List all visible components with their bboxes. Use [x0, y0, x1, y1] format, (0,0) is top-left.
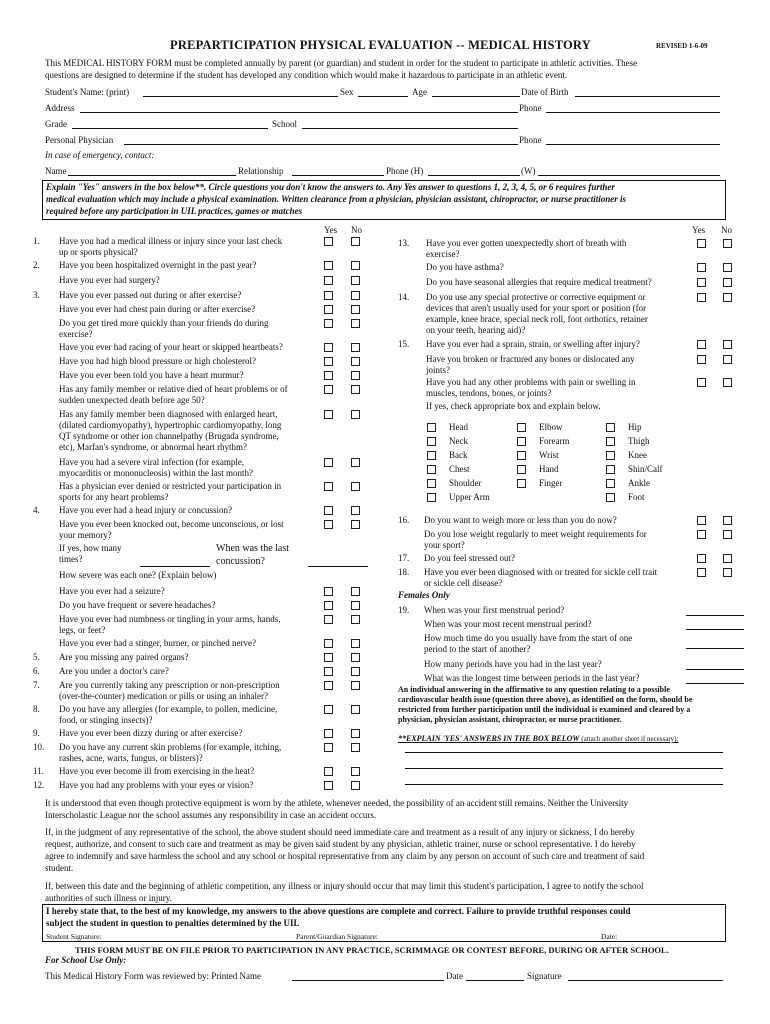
right_questions2-text: your sport?: [424, 540, 465, 550]
body-part-checkbox[interactable]: [427, 437, 436, 446]
school-field[interactable]: [302, 128, 518, 129]
statement-line-2: subject the student in question to penalties determined by the UIL: [46, 918, 300, 928]
yes-checkbox[interactable]: [324, 385, 333, 394]
no-checkbox[interactable]: [351, 305, 360, 314]
explain-yes-heading: [398, 733, 678, 745]
female-question-number: 19.: [398, 605, 410, 615]
body-part-checkbox[interactable]: [427, 451, 436, 460]
right_questions-text: Have you broken or fractured any bones or dislocated any: [426, 354, 635, 364]
left_questions-text: Have you ever had racing of your heart or skipped heartbeats?: [59, 342, 283, 352]
reviewed-signature-label: Signature: [527, 971, 562, 981]
body-part-label: Finger: [539, 478, 563, 488]
no-checkbox[interactable]: [351, 653, 360, 662]
yes-checkbox[interactable]: [324, 767, 333, 776]
female-question-text: period to the start of another?: [424, 644, 531, 654]
body-part-label: Neck: [449, 436, 468, 446]
yes-checkbox[interactable]: [697, 239, 706, 248]
right_questions2-text: Do you want to weigh more or less than you do now?: [424, 515, 617, 525]
left_questions-number: 8.: [33, 704, 40, 714]
yes-checkbox[interactable]: [324, 587, 333, 596]
right_questions2-number: 17.: [398, 553, 410, 563]
body-part-checkbox[interactable]: [606, 423, 615, 432]
female-question-text: How much time do you usually have from the start of one: [424, 633, 633, 643]
relationship-label: Relationship: [238, 166, 284, 176]
yes-checkbox[interactable]: [324, 305, 333, 314]
left_questions-text: QT syndrome or other ion channelpathy (Brugada syndrome,: [59, 431, 279, 441]
body-part-checkbox[interactable]: [517, 451, 526, 460]
yes-checkbox[interactable]: [324, 237, 333, 246]
body-part-label: Forearm: [539, 436, 570, 446]
page-title: PREPARTICIPATION PHYSICAL EVALUATION -- MEDICAL HISTORY: [170, 38, 591, 52]
address-label: Address: [45, 103, 75, 113]
right_questions2-number: 18.: [398, 567, 410, 577]
relationship-field[interactable]: [292, 175, 384, 176]
statement-line-1: I hereby state that, to the best of my knowledge, my answers to the above questions are complete and correct. Failure to provide truthful responses could: [46, 906, 631, 916]
no-header-right: No: [721, 225, 732, 235]
yes-checkbox[interactable]: [324, 667, 333, 676]
right_questions-number: 14.: [398, 292, 410, 302]
yes-checkbox[interactable]: [697, 554, 706, 563]
body-part-checkbox[interactable]: [606, 437, 615, 446]
phone2-field[interactable]: [546, 144, 720, 145]
right_questions-text: on your teeth, hearing aid)?: [426, 325, 526, 335]
body-part-label: Hip: [628, 422, 642, 432]
left_questions-text: Do you have frequent or severe headaches?: [59, 600, 216, 610]
para2-line-2: request, authorize, and consent to such care and treatment as may be given said student by any physician, athletic trainer, nurse or school representative. I do hereby: [45, 839, 636, 849]
left_questions-number: 4.: [33, 505, 40, 515]
left_questions-text: your memory?: [59, 530, 112, 540]
no-checkbox[interactable]: [723, 355, 732, 364]
yes-checkbox[interactable]: [324, 653, 333, 662]
no-checkbox[interactable]: [351, 357, 360, 366]
left_questions-number: 5.: [33, 652, 40, 662]
right_questions2-text: Do you feel stressed out?: [424, 553, 515, 563]
yes-checkbox[interactable]: [324, 615, 333, 624]
left_questions-text: sudden unexpected death before age 50?: [59, 395, 205, 405]
contact-name-label: Name: [45, 166, 67, 176]
address-field[interactable]: [80, 112, 518, 113]
body-part-label: Elbow: [539, 422, 563, 432]
last-concussion-field[interactable]: [308, 566, 368, 567]
body-part-label: Wrist: [539, 450, 559, 460]
body-part-checkbox[interactable]: [517, 437, 526, 446]
body-part-checkbox[interactable]: [427, 493, 436, 502]
right_questions-text: Have you ever had a sprain, strain, or swelling after injury?: [426, 339, 640, 349]
left_questions-text: up or sports physical?: [59, 247, 138, 257]
left_questions-text: Have you ever been knocked out, become unconscious, or lost: [59, 519, 284, 529]
yes-checkbox[interactable]: [697, 530, 706, 539]
concussion-count-field[interactable]: [140, 566, 210, 567]
revised-date: REVISED 1-6-09: [656, 42, 708, 50]
no-checkbox[interactable]: [351, 705, 360, 714]
yes-checkbox[interactable]: [324, 743, 333, 752]
para3-line-2: authorities of such illness or injury.: [45, 893, 172, 903]
student-name-field[interactable]: [143, 96, 338, 97]
explain-line-field-1[interactable]: [405, 752, 723, 753]
left_questions-text: Are you missing any paired organs?: [59, 652, 189, 662]
cardio-notice-3: restricted from further participation until the individual is examined and cleared by a: [398, 705, 691, 714]
para2-line-4: student.: [45, 863, 74, 873]
left_questions-number: 10.: [33, 742, 45, 752]
body-part-checkbox[interactable]: [517, 479, 526, 488]
females-only-label: Females Only: [398, 590, 450, 600]
yes-checkbox[interactable]: [324, 482, 333, 491]
no-checkbox[interactable]: [351, 767, 360, 776]
body-part-label: Back: [449, 450, 468, 460]
no-header-left: No: [351, 225, 362, 235]
yes-header-right: Yes: [692, 225, 706, 235]
para1-line-1: It is understood that even though protective equipment is worn by the athlete, whenever needed, the possibility of an accident still remains. Neither the University: [45, 798, 629, 808]
no-checkbox[interactable]: [351, 601, 360, 610]
right_questions-text: joints?: [426, 365, 450, 375]
right_questions-text: devices that aren't usually used for your sport or position (for: [426, 303, 647, 313]
right_questions2-number: 16.: [398, 515, 410, 525]
female-answer-field[interactable]: [686, 648, 744, 649]
right_questions-text: Do you use any special protective or corrective equipment or: [426, 292, 646, 302]
intro-line-2: questions are designed to determine if the student has developed any condition which would make it hazardous to participate in an athletic event.: [45, 70, 568, 80]
yes-checkbox[interactable]: [697, 293, 706, 302]
left_questions-text: Do you have any current skin problems (for example, itching,: [59, 742, 282, 752]
left_questions-text: Have you ever had a head injury or concussion?: [59, 505, 232, 515]
para2-line-3: agree to indemnify and save harmless the school and any school or hospital representative from any claim by any person on account of such care and treatment of said: [45, 851, 645, 861]
phone-w-label: (W): [521, 166, 536, 176]
no-checkbox[interactable]: [351, 385, 360, 394]
yes-checkbox[interactable]: [324, 681, 333, 690]
left_questions-text: Has a physician ever denied or restricted your participation in: [59, 481, 282, 491]
body-part-label: Head: [449, 422, 468, 432]
yes-checkbox[interactable]: [324, 291, 333, 300]
no-checkbox[interactable]: [351, 639, 360, 648]
reviewed-by-label: This Medical History Form was reviewed by: Printed Name: [45, 971, 261, 981]
female-question-text: How many periods have you had in the last year?: [424, 659, 602, 669]
body-part-checkbox[interactable]: [517, 465, 526, 474]
right_questions-text: Have you ever gotten unexpectedly short of breath with: [426, 238, 627, 248]
no-checkbox[interactable]: [351, 506, 360, 515]
body-part-label: Chest: [449, 464, 470, 474]
left_questions-text: Have you ever had surgery?: [59, 275, 160, 285]
body-part-checkbox[interactable]: [517, 423, 526, 432]
left_questions-text: (dilated cardiomyopathy), hypertrophic cardiomyopathy, long: [59, 420, 282, 430]
no-checkbox[interactable]: [351, 587, 360, 596]
female-answer-field[interactable]: [686, 629, 744, 630]
no-checkbox[interactable]: [351, 371, 360, 380]
left_questions-text: Have you had any problems with your eyes or vision?: [59, 780, 254, 790]
left_questions-text: Have you had high blood pressure or high cholesterol?: [59, 356, 256, 366]
para3-line-1: If, between this date and the beginning of athletic competition, any illness or injury should occur that may limit this student's participation, I agree to notify the school: [45, 881, 644, 891]
female-question-text: What was the longest time between periods in the last year?: [424, 673, 640, 683]
physician-label: Personal Physician: [45, 135, 114, 145]
body-part-checkbox[interactable]: [427, 423, 436, 432]
yes-checkbox[interactable]: [697, 355, 706, 364]
yes-checkbox[interactable]: [324, 520, 333, 529]
left_questions-text: How severe was each one? (Explain below): [59, 570, 217, 580]
no-checkbox[interactable]: [723, 278, 732, 287]
yes-checkbox[interactable]: [324, 639, 333, 648]
cardio-notice-1: An individual answering in the affirmative to any question relating to a possible: [398, 685, 670, 694]
right_questions2-text: or sickle cell disease?: [424, 578, 503, 588]
no-checkbox[interactable]: [723, 554, 732, 563]
sex-field[interactable]: [358, 96, 408, 97]
phone-w-field[interactable]: [538, 175, 720, 176]
yes-checkbox[interactable]: [324, 371, 333, 380]
phone-label: Phone: [519, 103, 542, 113]
emergency-label: In case of emergency, contact:: [45, 150, 155, 160]
yes-checkbox[interactable]: [697, 516, 706, 525]
parent-signature-label: Parent/Guardian Signature:: [296, 932, 378, 941]
left_questions-text: times?: [59, 554, 83, 564]
left_questions-text: Are you under a doctor's care?: [59, 666, 169, 676]
left_questions-text: Have you ever been told you have a heart murmur?: [59, 370, 244, 380]
phone2-label: Phone: [519, 135, 542, 145]
no-checkbox[interactable]: [723, 530, 732, 539]
left_questions-text: etc), Marfan's syndrome, or abnormal heart rhythm?: [59, 442, 248, 452]
left_questions-text: Have you ever had chest pain during or after exercise?: [59, 304, 256, 314]
left_questions-text: Have you had a severe viral infection (for example,: [59, 457, 245, 467]
explain-line-3: required before any participation in UIL practices, games or matches: [46, 206, 303, 216]
right_questions-number: 15.: [398, 339, 410, 349]
left_questions-text: legs, or feet?: [59, 625, 106, 635]
body-part-label: Shoulder: [449, 478, 482, 488]
student-name-label: Student's Name: (print): [45, 87, 130, 97]
female-answer-field[interactable]: [686, 615, 744, 616]
left_questions-number: 7.: [33, 680, 40, 690]
no-checkbox[interactable]: [723, 340, 732, 349]
last-concussion-label-2: concussion?: [216, 556, 265, 567]
yes-checkbox[interactable]: [324, 261, 333, 270]
date-signature-label: Date:: [601, 932, 618, 941]
left_questions-text: Have you had a medical illness or injury since your last check: [59, 236, 283, 246]
explain-line-1: Explain "Yes" answers in the box below**. Circle questions you don't know the answers to. Any Yes answer to questions 1, 2, 3, 4, 5, or 6 requires further: [46, 182, 615, 192]
left_questions-text: exercise?: [59, 329, 93, 339]
body-part-label: Foot: [628, 492, 645, 502]
female-question-text: When was your first menstrual period?: [424, 605, 565, 615]
phone-h-label: Phone (H): [386, 166, 424, 176]
right_questions2-text: Have you ever been diagnosed with or treated for sickle cell trait: [424, 567, 658, 577]
form-must-notice: THIS FORM MUST BE ON FILE PRIOR TO PARTICIPATION IN ANY PRACTICE, SCRIMMAGE OR CONTEST BEFORE, DURING OR AFTER SCHOOL.: [75, 945, 669, 955]
yes-checkbox[interactable]: [324, 705, 333, 714]
no-checkbox[interactable]: [351, 237, 360, 246]
yes-checkbox[interactable]: [697, 378, 706, 387]
reviewed-date-field[interactable]: [466, 980, 524, 981]
last-concussion-label-1: When was the last: [216, 543, 290, 554]
female-question-text: When was your most recent menstrual period?: [424, 619, 592, 629]
body-part-checkbox[interactable]: [606, 465, 615, 474]
left_questions-number: 12.: [33, 780, 45, 790]
left_questions-text: Has any family member been diagnosed with enlarged heart,: [59, 409, 278, 419]
left_questions-text: Have you ever had a seizure?: [59, 586, 165, 596]
age-field[interactable]: [432, 96, 520, 97]
no-checkbox[interactable]: [351, 729, 360, 738]
right_questions-text: muscles, tendons, bones, or joints?: [426, 388, 552, 398]
yes-checkbox[interactable]: [324, 357, 333, 366]
explain-line-field-2[interactable]: [405, 768, 723, 769]
left_questions-text: Have you ever passed out during or after exercise?: [59, 290, 242, 300]
yes-checkbox[interactable]: [324, 343, 333, 352]
left_questions-text: (over-the-counter) medication or pills or using an inhaler?: [59, 691, 268, 701]
no-checkbox[interactable]: [351, 343, 360, 352]
grade-label: Grade: [45, 119, 67, 129]
no-checkbox[interactable]: [723, 568, 732, 577]
physician-field[interactable]: [124, 144, 518, 145]
right_questions-text: If yes, check appropriate box and explain below.: [426, 401, 601, 411]
school-use-label: For School Use Only:: [45, 955, 127, 965]
left_questions-text: Has any family member or relative died of heart problems or of: [59, 384, 288, 394]
intro-line-1: This MEDICAL HISTORY FORM must be completed annually by parent (or guardian) and student in order for the student to participate in athletic activities. These: [45, 58, 638, 68]
body-part-label: Shin/Calf: [628, 464, 663, 474]
grade-field[interactable]: [72, 128, 268, 129]
left_questions-text: sports for any heart problems?: [59, 492, 169, 502]
body-part-label: Thigh: [628, 436, 650, 446]
cardio-notice-2: cardiovascular health issue (question three above), as identified on the form, should be: [398, 695, 693, 704]
phone-h-field[interactable]: [428, 175, 520, 176]
no-checkbox[interactable]: [723, 263, 732, 272]
right_questions-text: Have you had any other problems with pain or swelling in: [426, 377, 636, 387]
body-part-label: Ankle: [628, 478, 650, 488]
left_questions-text: Are you currently taking any prescription or non-prescription: [59, 680, 280, 690]
reviewed-signature-field[interactable]: [568, 980, 723, 981]
right_questions-text: Do you have asthma?: [426, 262, 504, 272]
age-label: Age: [412, 87, 427, 97]
cardio-notice-4: physician, physician assistant, chiropractor, or nurse practitioner.: [398, 715, 622, 724]
no-checkbox[interactable]: [723, 516, 732, 525]
left_questions-text: Have you ever been dizzy during or after exercise?: [59, 728, 243, 738]
no-checkbox[interactable]: [351, 615, 360, 624]
yes-checkbox[interactable]: [324, 729, 333, 738]
signature-line[interactable]: [45, 941, 723, 942]
no-checkbox[interactable]: [723, 293, 732, 302]
yes-header-left: Yes: [324, 225, 338, 235]
left_questions-number: 9.: [33, 728, 40, 738]
no-checkbox[interactable]: [351, 781, 360, 790]
para2-line-1: If, in the judgment of any representative of the school, the above student should need immediate care and treatment as a result of any injury or sickness, I do hereby: [45, 827, 635, 837]
yes-checkbox[interactable]: [324, 781, 333, 790]
phone-field[interactable]: [546, 112, 720, 113]
left_questions-number: 1.: [33, 236, 40, 246]
body-part-label: Knee: [628, 450, 647, 460]
yes-checkbox[interactable]: [324, 506, 333, 515]
yes-checkbox[interactable]: [324, 458, 333, 467]
right_questions-number: 13.: [398, 238, 410, 248]
no-checkbox[interactable]: [723, 239, 732, 248]
right_questions-text: example, knee brace, special neck roll, foot orthotics, retainer: [426, 314, 648, 324]
left_questions-text: rashes, acne, warts, fungus, or blisters)?: [59, 753, 203, 763]
body-part-label: Hand: [539, 464, 559, 474]
no-checkbox[interactable]: [351, 261, 360, 270]
body-part-checkbox[interactable]: [606, 493, 615, 502]
yes-checkbox[interactable]: [324, 601, 333, 610]
dob-label: Date of Birth: [521, 87, 569, 97]
contact-name-field[interactable]: [68, 175, 236, 176]
no-checkbox[interactable]: [351, 743, 360, 752]
no-checkbox[interactable]: [351, 319, 360, 328]
sex-label: Sex: [340, 87, 354, 97]
body-part-checkbox[interactable]: [606, 451, 615, 460]
no-checkbox[interactable]: [351, 681, 360, 690]
yes-checkbox[interactable]: [324, 319, 333, 328]
no-checkbox[interactable]: [351, 291, 360, 300]
left_questions-number: 6.: [33, 666, 40, 676]
left_questions-text: Do you have any allergies (for example, to pollen, medicine,: [59, 704, 278, 714]
body-part-checkbox[interactable]: [606, 479, 615, 488]
yes-checkbox[interactable]: [697, 568, 706, 577]
para1-line-2: Interscholastic League nor the school assumes any responsibility in case an accident occurs.: [45, 810, 377, 820]
female-answer-field[interactable]: [686, 683, 744, 684]
explain-line-2: medical evaluation which may include a physical examination. Written clearance from a physician, physician assistant, chiropractor, or nurse practitioner is: [46, 194, 626, 204]
no-checkbox[interactable]: [351, 667, 360, 676]
left_questions-number: 2.: [33, 260, 40, 270]
body-part-checkbox[interactable]: [427, 479, 436, 488]
no-checkbox[interactable]: [351, 482, 360, 491]
no-checkbox[interactable]: [351, 458, 360, 467]
no-checkbox[interactable]: [351, 520, 360, 529]
student-signature-label: Student Signature:: [46, 932, 102, 941]
yes-checkbox[interactable]: [324, 276, 333, 285]
school-label: School: [272, 119, 298, 129]
explain-yes-text: **EXPLAIN 'YES' ANSWERS IN THE BOX BELOW: [398, 734, 580, 743]
no-checkbox[interactable]: [351, 276, 360, 285]
female-answer-field[interactable]: [686, 669, 744, 670]
left_questions-number: 11.: [33, 766, 44, 776]
reviewed-date-label: Date: [446, 971, 463, 981]
left_questions-text: Do you get tired more quickly than your friends do during: [59, 318, 269, 328]
left_questions-text: myocarditis or mononucleosis) within the last month?: [59, 468, 253, 478]
right_questions-text: Do you have seasonal allergies that require medical treatment?: [426, 277, 652, 287]
left_questions-text: Have you ever had a stinger, burner, or pinched nerve?: [59, 638, 256, 648]
left_questions-text: If yes, how many: [59, 543, 122, 553]
left_questions-text: Have you ever become ill from exercising in the heat?: [59, 766, 255, 776]
yes-checkbox[interactable]: [324, 410, 333, 419]
reviewed-name-field[interactable]: [292, 980, 444, 981]
left_questions-text: food, or stinging insects)?: [59, 715, 153, 725]
explain-yes-note: (attach another sheet if necessary):: [579, 735, 679, 743]
yes-checkbox[interactable]: [697, 340, 706, 349]
yes-checkbox[interactable]: [697, 263, 706, 272]
body-part-checkbox[interactable]: [427, 465, 436, 474]
left_questions-text: Have you been hospitalized overnight in the past year?: [59, 260, 257, 270]
no-checkbox[interactable]: [723, 378, 732, 387]
no-checkbox[interactable]: [351, 410, 360, 419]
yes-checkbox[interactable]: [697, 278, 706, 287]
right_questions-text: exercise?: [426, 249, 460, 259]
explain-line-field-3[interactable]: [405, 784, 723, 785]
left_questions-number: 3.: [33, 290, 40, 300]
left_questions-text: Have you ever had numbness or tingling in your arms, hands,: [59, 614, 281, 624]
body-part-label: Upper Arm: [449, 492, 490, 502]
right_questions2-text: Do you lose weight regularly to meet weight requirements for: [424, 529, 647, 539]
dob-field[interactable]: [575, 96, 720, 97]
